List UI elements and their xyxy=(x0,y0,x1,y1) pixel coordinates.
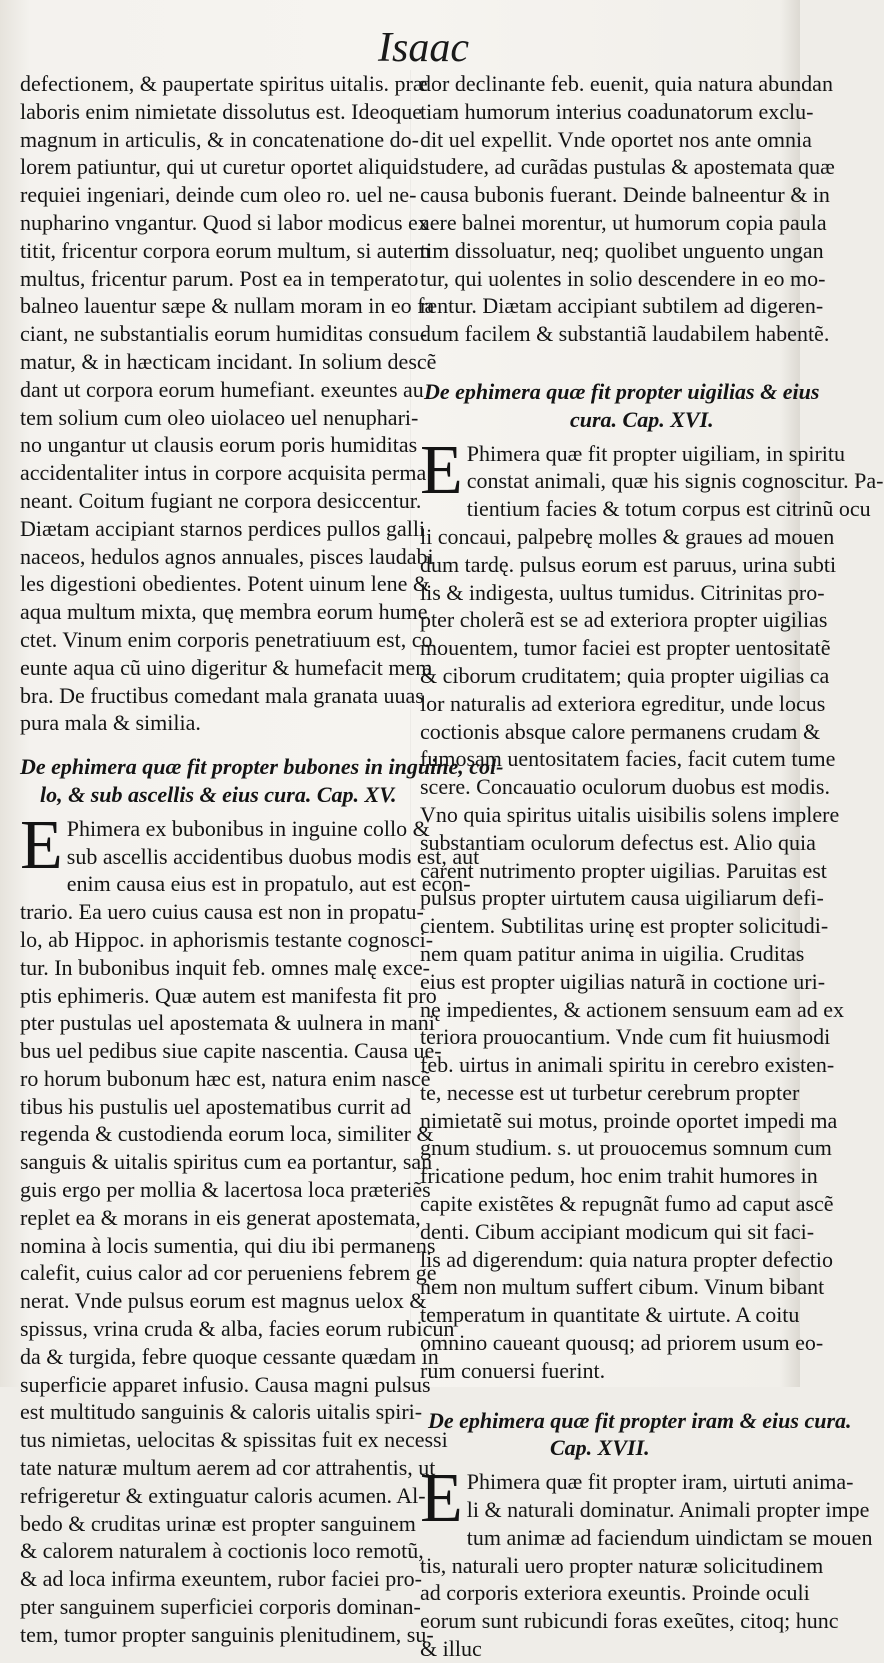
text-line: & illuc xyxy=(420,1636,482,1662)
text-line: tientium facies & totum corpus est citrinũ ocu xyxy=(466,496,871,522)
chapter-heading-xvi-line1: De ephimera quæ fit propter uigilias & eius xyxy=(424,378,820,404)
text-line: temperatum in quantitate & uirtute. A coitu xyxy=(420,1302,800,1328)
chapter-heading-xvii-line1: De ephimera quæ fit propter iram & eius cura. xyxy=(428,1407,852,1433)
text-line: requiei ingeniari, deinde cum oleo ro. uel ne- xyxy=(20,182,417,208)
text-line: pura mala & similia. xyxy=(20,710,201,736)
left-body-text xyxy=(20,70,437,737)
text-line: lis ad digerendum: quia natura propter defectio xyxy=(420,1246,833,1272)
text-line: capite existẽtes & repugnãt fumo ad caput ascẽ xyxy=(420,1191,834,1217)
text-line: eorum sunt rubicundi foras exeũtes, citoq; hunc xyxy=(420,1608,839,1634)
text-line: pulsus propter uirtutem causa uigiliarum defi- xyxy=(420,885,824,911)
text-line: est multitudo sanguinis & caloris uitalis spiri- xyxy=(20,1399,423,1425)
text-line: nerat. Vnde pulsus eorum est magnus uelox & xyxy=(20,1288,427,1314)
chapter-heading-xvi-line2: cura. Cap. XVI. xyxy=(570,406,714,432)
text-line: denti. Cibum accipiant modicum qui sit faci- xyxy=(420,1218,815,1244)
text-line: coctionis absque calore permanens crudam & xyxy=(420,718,821,744)
text-line: neant. Coitum fugiant ne corpora desiccentur. xyxy=(20,487,422,513)
text-line: dum tardę. pulsus eorum est paruus, urina subti xyxy=(420,551,837,577)
chapter-xv-body xyxy=(20,806,480,1649)
text-line: rum conuersi fuerint. xyxy=(420,1357,606,1383)
drop-cap-xvi: E xyxy=(420,431,463,509)
text-line: dor declinante feb. euenit, quia natura abundan xyxy=(420,71,833,96)
text-line: accidentaliter intus in corpore acquisita perma xyxy=(20,460,427,486)
text-line: te, necesse est ut turbetur cerebrum propter xyxy=(420,1079,800,1105)
text-line: aqua multum mixta, quę membra eorum hume xyxy=(20,599,428,625)
text-line: Phimera ex bubonibus in inguine collo & xyxy=(66,815,430,841)
text-line: nomina à locis sumentia, qui diu ibi permanens xyxy=(20,1232,436,1258)
text-line: Diætam accipiant starnos perdices pullos galli xyxy=(20,515,426,541)
text-line: les digestioni obedientes. Potent uinum lene & xyxy=(20,571,430,597)
text-line: scere. Concauatio oculorum duobus est modis. xyxy=(420,774,830,800)
text-line: dant ut corpora eorum humefiant. exeuntes au xyxy=(20,376,424,402)
text-line: mouentem, tumor faciei est propter uentositatẽ xyxy=(420,635,831,661)
text-line: & ad loca infirma exeuntem, rubor faciei pro- xyxy=(20,1566,422,1592)
text-line: feb. uirtus in animali spiritu in cerebro existen- xyxy=(420,1052,835,1078)
chapter-heading-xv-line2: lo, & sub ascellis & eius cura. Cap. XV. xyxy=(40,781,397,807)
text-line: eunte aqua cũ uino digeritur & humefacit mem xyxy=(20,654,433,680)
text-line: enim causa eius est in propatulo, aut est econ- xyxy=(66,871,471,897)
text-line: pter sanguinem superficiei corporis dominan- xyxy=(20,1594,421,1620)
text-line: tur, qui uolentes in solio descendere in eo mo- xyxy=(420,265,826,291)
text-line: nem non multum suffert cibum. Vinum bibant xyxy=(420,1274,825,1300)
text-line: tem solium cum oleo uiolaceo uel nenuphari- xyxy=(20,404,419,430)
text-line: no ungantur ut clausis eorum poris humiditas xyxy=(20,432,418,458)
text-line: causa bubonis fuerant. Deinde balneentur & in xyxy=(420,182,830,208)
text-line: defectionem, & paupertate spiritus uitalis. præ xyxy=(20,71,428,96)
text-line: li & naturali dominatur. Animali propter impe xyxy=(466,1497,870,1523)
text-line: replet ea & morans in eis generat apostemata, xyxy=(20,1204,421,1230)
text-line: regenda & custodienda eorum loca, similiter & xyxy=(20,1121,434,1147)
text-line: naceos, hedulos agnos annuales, pisces laudabi xyxy=(20,543,434,569)
text-line: eius est propter uigilias naturã in coctione uri- xyxy=(420,968,826,994)
text-line: nupharino vngantur. Quod si labor modicus ex xyxy=(20,209,429,235)
text-line: studere, ad curãdas pustulas & apostemata quæ xyxy=(420,154,835,180)
text-line: nem quam patitur anima in uigilia. Cruditas xyxy=(420,940,805,966)
text-line: tus nimietas, uelocitas & spissitas fuit ex necessi xyxy=(20,1427,448,1453)
text-line: dum facilem & substantiã laudabilem habentẽ. xyxy=(420,321,830,347)
text-line: spissus, vrina cruda & alba, facies eorum rubicun xyxy=(20,1316,455,1342)
right-column xyxy=(420,70,884,1663)
text-line: tur. In bubonibus inquit feb. omnes malę exce- xyxy=(20,954,430,980)
text-line: Vno quia spiritus uitalis uisibilis solens implere xyxy=(420,801,840,827)
drop-cap-xvii: E xyxy=(420,1460,463,1538)
text-line: nimietatẽ sui motus, proinde oportet impedi ma xyxy=(420,1107,838,1133)
text-line: Phimera quæ fit propter uigiliam, in spiritu xyxy=(466,440,845,466)
text-line: bus uel pedibus siue capite nascentia. Causa ue- xyxy=(20,1038,442,1064)
text-line: ad corporis exteriora exeuntis. Proinde oculi xyxy=(420,1580,810,1606)
text-line: lorem patiuntur, qui ut curetur oportet aliquid xyxy=(20,154,420,180)
running-title: Isaac xyxy=(378,25,469,71)
text-line: tum animæ ad faciendum uindictam se mouen xyxy=(466,1524,873,1550)
text-line: cientem. Subtilitas urinę est propter solicitudi- xyxy=(420,913,829,939)
text-line: sanguis & uitalis spiritus cum ea portantur, san xyxy=(20,1149,433,1175)
right-body-text xyxy=(420,70,835,348)
text-line: titit, fricentur corpora eorum multum, si autem xyxy=(20,237,431,263)
text-line: fumosam uentositatem facies, facit cutem tume xyxy=(420,746,836,772)
text-line: rentur. Diætam accipiant subtilem ad digeren- xyxy=(420,293,824,319)
text-line: pter cholerã est se ad exteriora propter uigilias xyxy=(420,607,828,633)
text-line: dit uel expellit. Vnde oportet nos ante omnia xyxy=(420,126,812,152)
text-line: laboris enim nimietate dissolutus est. Ideoque xyxy=(20,98,423,124)
text-line: tate naturæ multum aerem ad cor attrahentis, ut xyxy=(20,1455,436,1481)
text-line: magnum in articulis, & in concatenatione do- xyxy=(20,126,419,152)
text-line: tibus his pustulis uel apostematibus currit ad xyxy=(20,1093,412,1119)
text-line: balneo lauentur sæpe & nullam moram in eo fa xyxy=(20,293,435,319)
drop-cap-xv: E xyxy=(20,806,63,884)
text-line: da & turgida, febre quoque cessante quædam in xyxy=(20,1343,439,1369)
chapter-heading-xvii-line2: Cap. XVII. xyxy=(550,1435,650,1461)
text-line: superficie apparet infusio. Causa magni pulsus xyxy=(20,1371,431,1397)
text-line: sub ascellis accidentibus duobus modis est, aut xyxy=(66,843,480,869)
text-line: trario. Ea uero cuius causa est non in propatu- xyxy=(20,899,424,925)
chapter-xvi-body xyxy=(420,431,884,1385)
text-line: calefit, cuius calor ad cor perueniens febrem ge xyxy=(20,1260,437,1286)
text-line: constat animali, quæ his signis cognoscitur. Pa- xyxy=(466,468,884,494)
text-line: aere balnei morentur, ut humorum copia paula xyxy=(420,209,827,235)
text-line: & ciborum cruditatem; quia propter uigilias ca xyxy=(420,662,830,688)
text-line: tis, naturali uero propter naturæ solicitudinem xyxy=(420,1552,824,1578)
text-line: carent nutrimento propter uigilias. Paruitas est xyxy=(420,857,827,883)
text-line: tem, tumor propter sanguinis plenitudinem, su- xyxy=(20,1621,434,1647)
text-line: ciant, ne substantialis eorum humiditas consu- xyxy=(20,321,427,347)
text-line: multus, fricentur parum. Post ea in temperato xyxy=(20,265,419,291)
text-line: ctet. Vinum enim corporis penetratiuum est, co xyxy=(20,626,433,652)
text-line: substantiam oculorum defectus est. Alio quia xyxy=(420,829,816,855)
text-line: lo, ab Hippoc. in aphorismis testante cognosci- xyxy=(20,926,434,952)
text-line: omnino caueant quousq; ad priorem usum eo- xyxy=(420,1330,824,1356)
text-line: ptis ephimeris. Quæ autem est manifesta fit pro xyxy=(20,982,437,1008)
text-line: & calorem naturalem à coctionis loco remotũ, xyxy=(20,1538,424,1564)
text-line: li concaui, palpebrę molles & graues ad mouen xyxy=(420,523,835,549)
text-line: tiam humorum interius coadunatorum exclu- xyxy=(420,98,814,124)
text-line: Phimera quæ fit propter iram, uirtuti anima- xyxy=(466,1469,854,1495)
text-line: nę impedientes, & actionem sensuum eam ad ex xyxy=(420,996,844,1022)
text-line: matur, & in hæcticam incidant. In solium descẽ xyxy=(20,348,437,374)
text-line: lor naturalis ad exteriora egreditur, unde locus xyxy=(420,690,826,716)
text-line: bedo & cruditas urinæ est propter sanguinem xyxy=(20,1510,416,1536)
text-line: pter pustulas uel apostemata & uulnera in mani xyxy=(20,1010,435,1036)
chapter-xvii-body xyxy=(420,1460,873,1663)
text-line: lis & indigesta, uultus tumidus. Citrinitas pro- xyxy=(420,579,825,605)
chapter-heading-xv-line1: De ephimera quæ fit propter bubones in inguine, col- xyxy=(20,754,504,780)
text-line: bra. De fructibus comedant mala granata uuas xyxy=(20,682,424,708)
text-line: fricatione pedum, hoc enim trahit humores in xyxy=(420,1163,818,1189)
text-line: ro horum bubonum hæc est, natura enim nascẽ xyxy=(20,1065,431,1091)
text-line: teriora prouocantium. Vnde cum fit huiusmodi xyxy=(420,1024,831,1050)
text-line: gnum studium. s. ut prouocemus somnum cum xyxy=(420,1135,832,1161)
text-line: refrigeretur & extinguatur caloris acumen. Al- xyxy=(20,1482,426,1508)
text-line: tim dissoluatur, neq; quolibet unguento ungan xyxy=(420,237,824,263)
text-line: guis ergo per mollia & lacertosa loca præteriẽs xyxy=(20,1177,431,1203)
